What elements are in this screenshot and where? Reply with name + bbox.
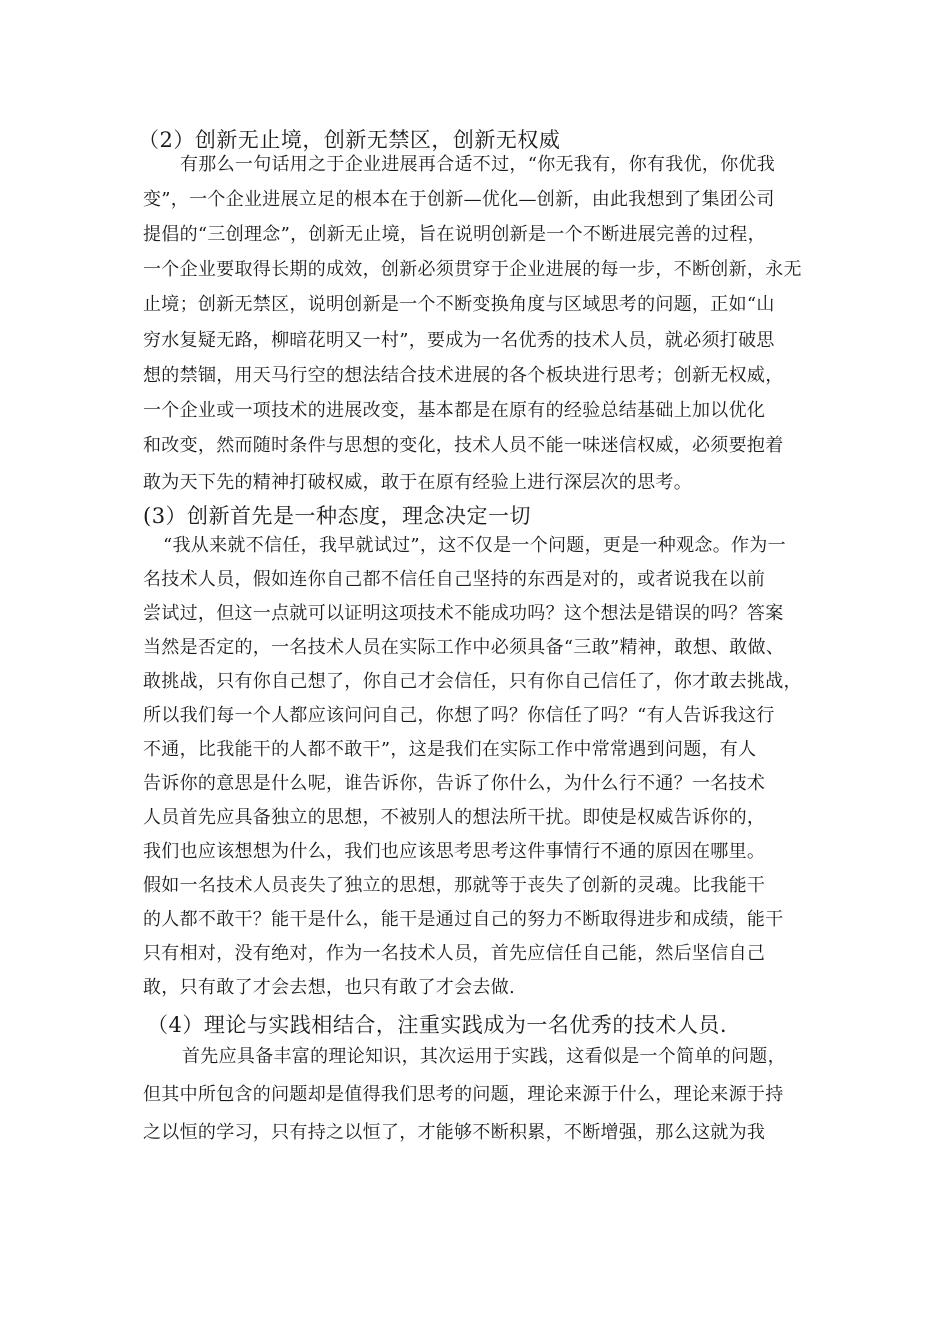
- paragraph-line: 不通，比我能干的人都不敢干”，这是我们在实际工作中常常遇到问题，有人: [143, 739, 757, 760]
- paragraph-line: 我们也应该想想为什么，我们也应该思考思考这件事情行不通的原因在哪里。: [143, 841, 766, 862]
- paragraph-line: 名技术人员，假如连你自己都不信任自己坚持的东西是对的，或者说我在以前: [143, 569, 766, 590]
- paragraph-line: 和改变，然而随时条件与思想的变化，技术人员不能一味迷信权威，必须要抱着: [143, 435, 784, 456]
- paragraph-line: 只有相对，没有绝对，作为一名技术人员，首先应信任自己能，然后坚信自己: [143, 943, 766, 964]
- paragraph-line: 之以恒的学习，只有持之以恒了，才能够不断积累，不断增强，那么这就为我: [143, 1122, 766, 1143]
- paragraph-line: 所以我们每一个人都应该问问自己，你想了吗？你信任了吗？“有人告诉我这行: [143, 705, 775, 726]
- section-heading-4: （4）理论与实践相结合，注重实践成为一名优秀的技术人员.: [147, 1013, 728, 1037]
- section-heading-2: （2）创新无止境，创新无禁区，创新无权威: [138, 128, 561, 152]
- paragraph-line: 一个企业要取得长期的成效，创新必须贯穿于企业进展的每一步，不断创新，永无: [143, 259, 802, 280]
- paragraph-line: 人员首先应具备独立的思想，不被别人的想法所干扰。即使是权威告诉你的，: [143, 807, 766, 828]
- paragraph-line: 告诉你的意思是什么呢，谁告诉你，告诉了你什么，为什么行不通？一名技术: [143, 773, 766, 794]
- section-heading-3: (3）创新首先是一种态度，理念决定一切: [143, 504, 532, 528]
- paragraph-line: 敢，只有敢了才会去想，也只有敢了才会去做.: [143, 977, 516, 998]
- paragraph-line: 假如一名技术人员丧失了独立的思想，那就等于丧失了创新的灵魂。比我能干: [143, 875, 766, 896]
- paragraph-line: 有那么一句话用之于企业进展再合适不过，“你无我有，你有我优，你优我: [180, 154, 776, 175]
- paragraph-line: 首先应具备丰富的理论知识，其次运用于实践，这看似是一个简单的问题，: [182, 1046, 786, 1067]
- paragraph-line: 当然是否定的，一名技术人员在实际工作中必须具备“三敢”精神，敢想、敢做、: [143, 637, 785, 658]
- paragraph-line: 一个企业或一项技术的进展改变，基本都是在原有的经验总结基础上加以优化: [143, 400, 766, 421]
- paragraph-line: 敢为天下先的精神打破权威，敢于在原有经验上进行深层次的思考。: [143, 472, 692, 493]
- paragraph-line: 的人都不敢干？能干是什么，能干是通过自己的努力不断取得进步和成绩，能干: [143, 909, 784, 930]
- paragraph-line: 尝试过，但这一点就可以证明这项技术不能成功吗？这个想法是错误的吗？答案: [143, 603, 784, 624]
- paragraph-line: 止境；创新无禁区，说明创新是一个不断变换角度与区域思考的问题，正如“山: [143, 294, 775, 315]
- paragraph-line: 提倡的“三创理念”，创新无止境，旨在说明创新是一个不断进展完善的过程，: [143, 224, 766, 245]
- paragraph-line: 穷水复疑无路，柳暗花明又一村”，要成为一名优秀的技术人员，就必须打破思: [143, 330, 775, 351]
- paragraph-line: 敢挑战，只有你自己想了，你自己才会信任，只有你自己信任了，你才敢去挑战，: [143, 671, 802, 692]
- paragraph-line: “我从来就不信任，我早就试过”，这不仅是一个问题，更是一种观念。作为一: [163, 535, 786, 556]
- paragraph-line: 但其中所包含的问题却是值得我们思考的问题，理论来源于什么，理论来源于持: [143, 1084, 784, 1105]
- paragraph-line: 变”，一个企业进展立足的根本在于创新—优化—创新，由此我想到了集团公司: [143, 189, 775, 210]
- paragraph-line: 想的禁锢，用天马行空的想法结合技术进展的各个板块进行思考；创新无权威，: [143, 365, 784, 386]
